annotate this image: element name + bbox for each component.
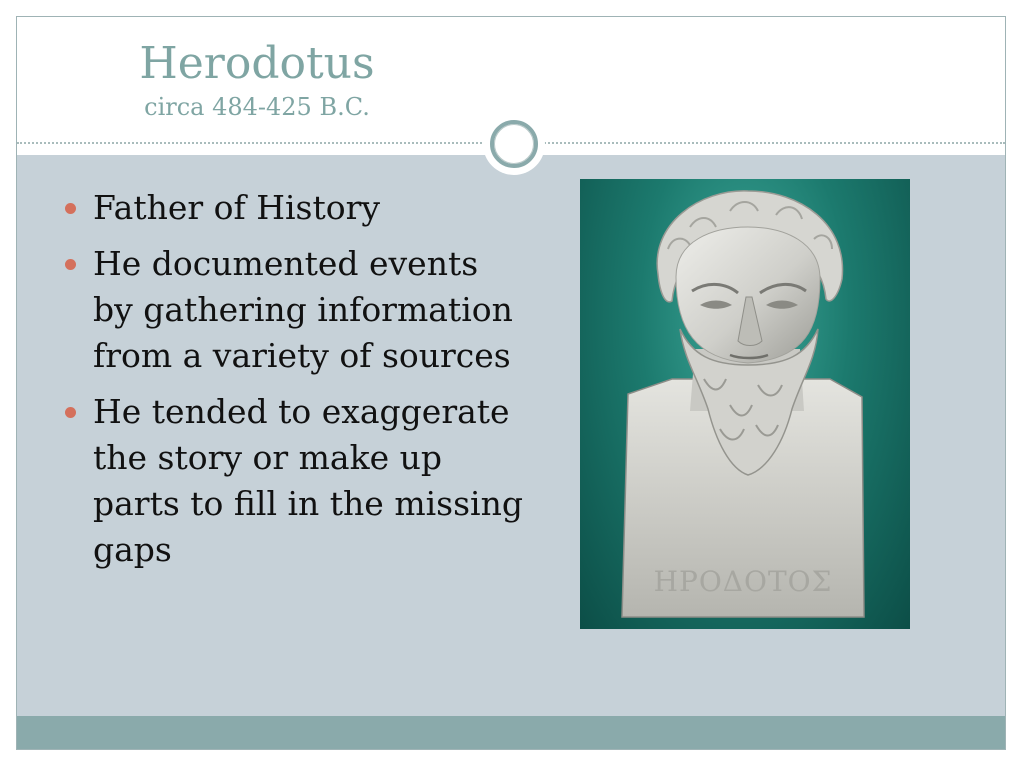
bullet-text: He documented events by gathering information from a variety of sources (93, 244, 513, 375)
bullet-icon (65, 407, 76, 418)
bullet-text: He tended to exaggerate the story or make up parts to fill in the missing gaps (93, 392, 523, 569)
herodotus-bust-image (580, 179, 910, 629)
bullet-item (63, 389, 523, 573)
bullet-icon (65, 259, 76, 270)
bullet-list (63, 185, 523, 583)
bottom-band (17, 716, 1005, 750)
bust-inscription: ΗΡΟΔΟΤΟΣ (653, 565, 833, 598)
slide-title: Herodotus (139, 38, 375, 89)
bullet-text: Father of History (93, 188, 381, 227)
circle-ornament-inner (494, 124, 534, 164)
slide (16, 16, 1006, 750)
bullet-item (63, 241, 523, 379)
bullet-item (63, 185, 523, 231)
slide-subtitle: circa 484-425 B.C. (144, 93, 370, 121)
bullet-icon (65, 203, 76, 214)
bust-illustration (580, 179, 910, 629)
